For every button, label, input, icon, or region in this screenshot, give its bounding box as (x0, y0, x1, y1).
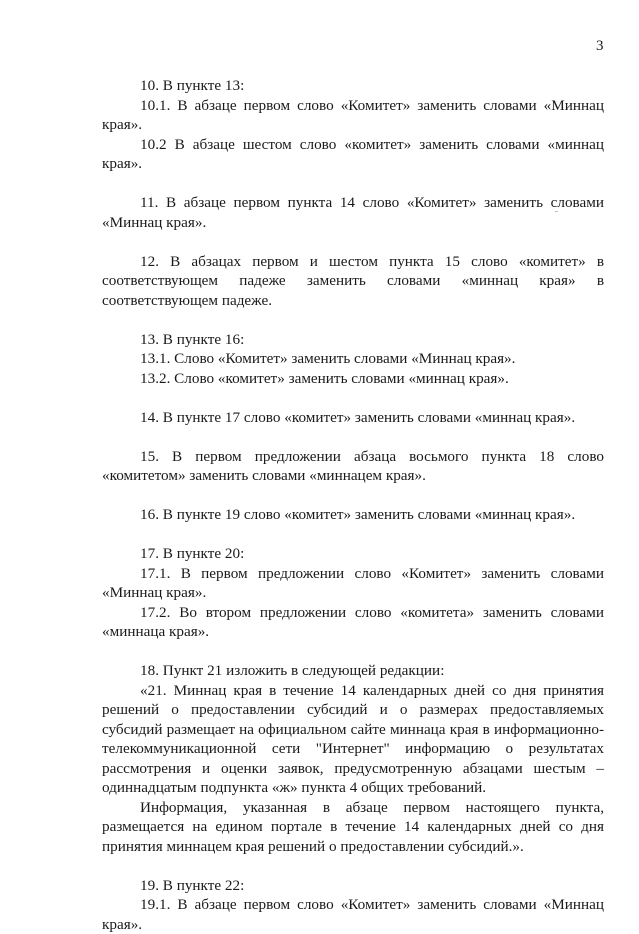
item-paragraph: 13.1. Слово «Комитет» заменить словами «Миннац края». (102, 349, 604, 369)
item-paragraph: «21. Миннац края в течение 14 календарных дней со дня принятия решений о предоставлении субсидий и о размерах предоставляемых субсидий размещает на официальном сайте миннаца края в информационно-телекоммуникационной сети "Интернет" информацию о результатах рассмотрения и оценки заявок, предусмотренную абзацами шестым – одиннадцатым подпункта «ж» пункта 4 общих требований. (102, 681, 604, 798)
item-block (102, 252, 604, 311)
item-paragraph: 10.1. В абзаце первом слово «Комитет» заменить словами «Миннац края». (102, 96, 604, 135)
item-heading-paragraph: 15. В первом предложении абзаца восьмого пункта 18 слово «комитетом» заменить словами «миннацем края». (102, 447, 604, 486)
item-paragraph: Информация, указанная в абзаце первом настоящего пункта, размещается на едином портале в течение 14 календарных дней со дня принятия миннацем края решений о предоставлении субсидий.». (102, 798, 604, 857)
item-paragraph: 10.2 В абзаце шестом слово «комитет» заменить словами «миннац края». (102, 135, 604, 174)
item-heading-paragraph: 17. В пункте 20: (102, 544, 604, 564)
item-heading-paragraph: 19. В пункте 22: (102, 876, 604, 896)
item-block (102, 447, 604, 486)
item-paragraph: 19.1. В абзаце первом слово «Комитет» заменить словами «Миннац края». (102, 895, 604, 934)
item-heading-paragraph: 18. Пункт 21 изложить в следующей редакции: (102, 661, 604, 681)
item-block (102, 505, 604, 525)
item-block (102, 193, 604, 232)
item-block (102, 544, 604, 642)
item-heading-paragraph: 11. В абзаце первом пункта 14 слово «Комитет» заменить словами «Миннац края». (102, 193, 604, 232)
item-heading-paragraph: 16. В пункте 19 слово «комитет» заменить словами «миннац края». (102, 505, 604, 525)
item-block (102, 330, 604, 389)
document-body (102, 76, 604, 934)
item-block (102, 661, 604, 856)
item-paragraph: 17.1. В первом предложении слово «Комитет» заменить словами «Миннац края». (102, 564, 604, 603)
item-heading-paragraph: 13. В пункте 16: (102, 330, 604, 350)
item-heading-paragraph: 12. В абзацах первом и шестом пункта 15 слово «комитет» в соответствующем падеже заменить словами «миннац края» в соответствующем падеже. (102, 252, 604, 311)
item-block (102, 408, 604, 428)
item-block (102, 76, 604, 174)
item-paragraph: 13.2. Слово «комитет» заменить словами «миннац края». (102, 369, 604, 389)
item-heading-paragraph: 10. В пункте 13: (102, 76, 604, 96)
item-paragraph: 17.2. Во втором предложении слово «комитета» заменить словами «миннаца края». (102, 603, 604, 642)
page-number: 3 (596, 37, 604, 55)
item-heading-paragraph: 14. В пункте 17 слово «комитет» заменить словами «миннац края». (102, 408, 604, 428)
